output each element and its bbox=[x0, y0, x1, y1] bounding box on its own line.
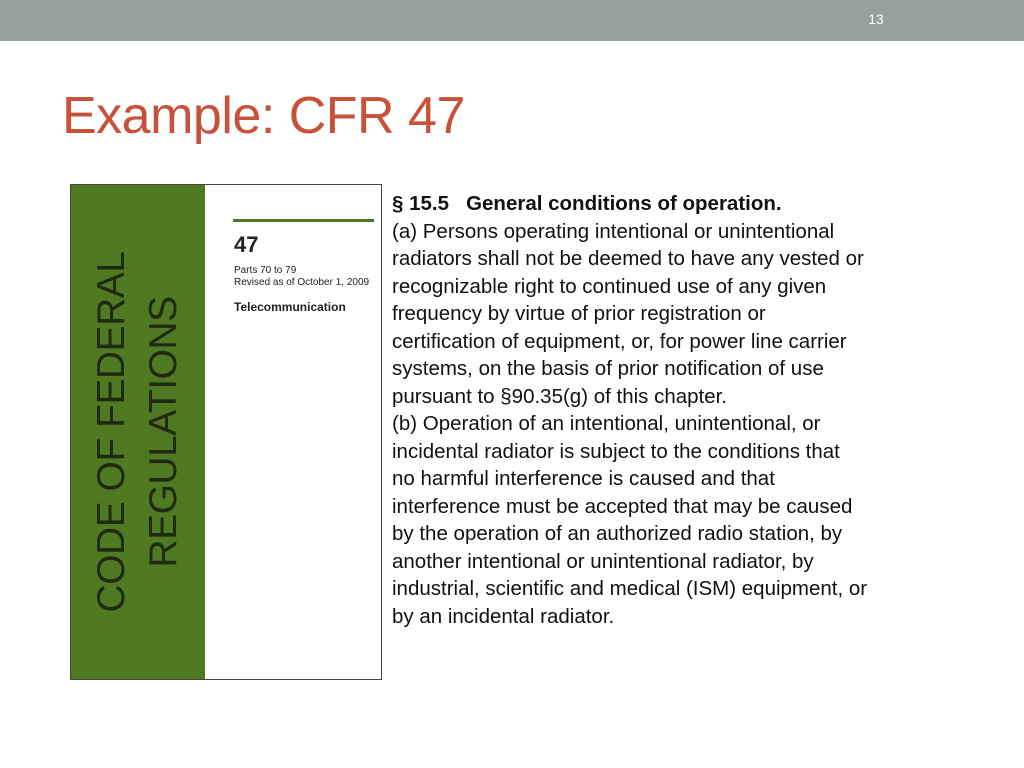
regulation-line: (a) Persons operating intentional or unintentional bbox=[392, 219, 835, 243]
cover-title-number: 47 bbox=[234, 232, 259, 257]
regulation-line: another intentional or unintentional radiator, by bbox=[392, 549, 814, 573]
regulation-line: radiators shall not be deemed to have any vested or bbox=[392, 247, 864, 270]
cover-revised-date: Revised as of October 1, 2009 bbox=[234, 277, 370, 288]
cover-spine-line: CODE OF FEDERAL bbox=[90, 251, 133, 613]
cover-spine bbox=[71, 185, 205, 679]
regulation-line: systems, on the basis of prior notification of use bbox=[392, 357, 824, 380]
top-bar bbox=[0, 0, 1024, 41]
slide-number: 13 bbox=[868, 11, 884, 27]
regulation-text bbox=[392, 190, 1002, 630]
regulation-line: interference must be accepted that may be caused bbox=[392, 494, 853, 518]
regulation-line: by an incidental radiator. bbox=[392, 604, 615, 628]
regulation-body bbox=[392, 218, 1002, 631]
regulation-line: by the operation of an authorized radio station, by bbox=[392, 522, 843, 545]
regulation-line: no harmful interference is caused and that bbox=[392, 467, 775, 490]
cover-parts bbox=[234, 265, 369, 289]
regulation-line: (b) Operation of an intentional, unintentional, or bbox=[392, 412, 821, 435]
regulation-line: pursuant to §90.35(g) of this chapter. bbox=[392, 384, 728, 408]
regulation-heading: § 15.5 General conditions of operation. bbox=[392, 192, 782, 215]
cover-spine-line: REGULATIONS bbox=[142, 296, 185, 568]
cover-subject: Telecommunication bbox=[234, 300, 346, 314]
book-cover-image bbox=[70, 184, 382, 680]
cover-spine-title bbox=[86, 222, 190, 642]
regulation-line: industrial, scientific and medical (ISM) equipment, or bbox=[392, 577, 868, 600]
regulation-line: frequency by virtue of prior registration or bbox=[392, 302, 766, 325]
cover-rule bbox=[233, 219, 374, 222]
slide-title: Example: CFR 47 bbox=[62, 87, 465, 145]
regulation-line: incidental radiator is subject to the conditions that bbox=[392, 439, 840, 463]
regulation-line: recognizable right to continued use of any given bbox=[392, 274, 827, 298]
regulation-line: certification of equipment, or, for power line carrier bbox=[392, 329, 847, 353]
cover-parts-range: Parts 70 to 79 bbox=[234, 265, 297, 276]
